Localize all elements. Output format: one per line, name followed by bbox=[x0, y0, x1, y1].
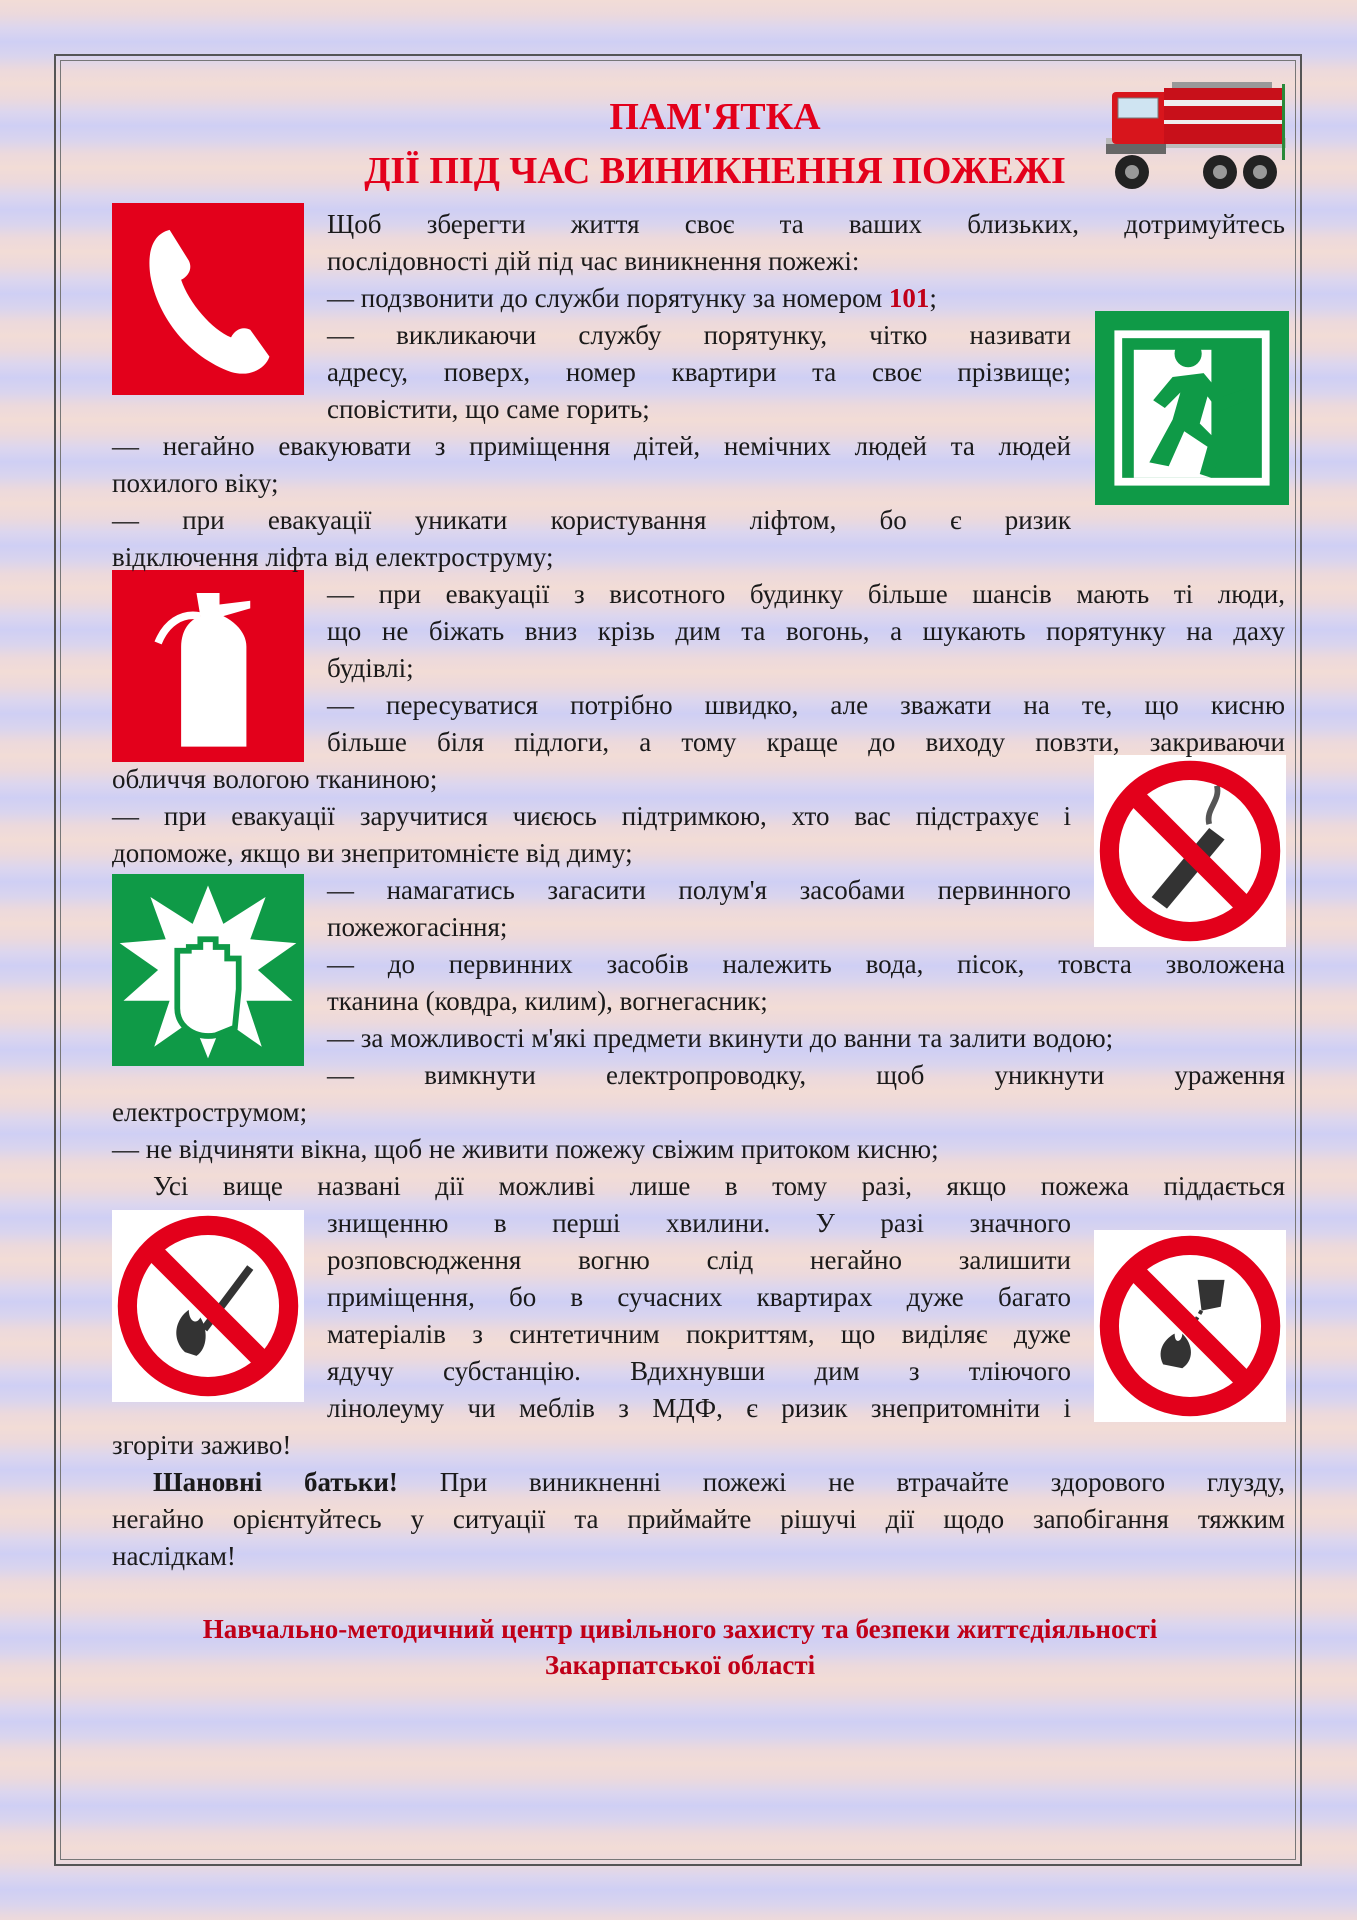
text-line: обличчя вологою тканиною; bbox=[112, 764, 438, 794]
page-subtitle: ДІЇ ПІД ЧАС ВИНИКНЕННЯ ПОЖЕЖІ bbox=[364, 150, 1066, 192]
fire-extinguisher-icon bbox=[112, 570, 304, 762]
text-line: Усі вище названі дії можливі лише в тому разі, якщо пожежа піддається bbox=[153, 1171, 1285, 1201]
no-smoking-icon bbox=[1094, 755, 1286, 947]
text-line: розповсюдження вогню слід негайно залишити bbox=[327, 1245, 1071, 1275]
emergency-exit-icon bbox=[1095, 311, 1289, 505]
text-line: більше біля підлоги, а тому краще до виходу повзти, закриваючи bbox=[327, 727, 1285, 757]
text-line: допоможе, якщо ви знепритомнієте від диму; bbox=[112, 838, 633, 868]
text-line bbox=[327, 280, 937, 317]
text-line: електрострумом; bbox=[112, 1097, 308, 1127]
text-span: — подзвонити до служби порятунку за номером bbox=[327, 283, 889, 313]
text-line: — при евакуації з висотного будинку більше шансів мають ті люди, bbox=[327, 579, 1285, 609]
page-title: ПАМ'ЯТКА bbox=[609, 96, 821, 138]
text-span: ; bbox=[929, 283, 937, 313]
text-line: відключення ліфта від електроструму; bbox=[112, 542, 554, 572]
text-line: лінолеуму чи меблів з МДФ, є ризик знепритомніти і bbox=[327, 1393, 1071, 1423]
text-line: — до первинних засобів належить вода, пісок, товста зволожена bbox=[327, 949, 1285, 979]
phone-icon bbox=[112, 203, 304, 395]
text-line: приміщення, бо в сучасних квартирах дуже багато bbox=[327, 1282, 1071, 1312]
text-span: При виникненні пожежі не втрачайте здорового глузду, bbox=[397, 1467, 1285, 1497]
fire-truck-icon bbox=[1102, 80, 1292, 198]
text-line: негайно орієнтуйтесь у ситуації та приймайте рішучі дії щодо запобігання тяжким bbox=[112, 1504, 1285, 1534]
text-line: що не біжать вниз крізь дим та вогонь, а шукають порятунку на даху bbox=[327, 616, 1285, 646]
text-line: матеріалів з синтетичним покриттям, що виділяє дуже bbox=[327, 1319, 1071, 1349]
text-line: ядучу субстанцію. Вдихнувши дим з тліючого bbox=[327, 1356, 1071, 1386]
text-line: — пересуватися потрібно швидко, але зважати на те, що кисню bbox=[327, 690, 1285, 720]
text-line: — при евакуації заручитися чиєюсь підтримкою, хто вас підстрахує і bbox=[112, 801, 1071, 831]
text-line: — намагатись загасити полум'я засобами первинного bbox=[327, 875, 1071, 905]
text-line: згоріти заживо! bbox=[112, 1430, 292, 1460]
text-line: — за можливості м'які предмети вкинути до ванни та залити водою; bbox=[327, 1023, 1114, 1053]
text-line: наслідкам! bbox=[112, 1541, 236, 1571]
no-water-extinguish-icon bbox=[1094, 1230, 1286, 1422]
text-line: пожежогасіння; bbox=[327, 912, 508, 942]
footer-region: Закарпатської області bbox=[544, 1650, 816, 1680]
text-line: — не відчиняти вікна, щоб не живити пожежу свіжим притоком кисню; bbox=[112, 1134, 939, 1164]
text-line: будівлі; bbox=[327, 653, 414, 683]
text-line: — вимкнути електропроводку, щоб уникнути ураження bbox=[327, 1060, 1285, 1090]
text-line: знищенню в перші хвилини. У разі значного bbox=[327, 1208, 1071, 1238]
text-line: адресу, поверх, номер квартири та своє прізвище; bbox=[327, 357, 1071, 387]
text-line: — викликаючи службу порятунку, чітко називати bbox=[327, 320, 1071, 350]
parents-address: Шановні батьки! bbox=[153, 1467, 398, 1497]
text-line: — негайно евакуювати з приміщення дітей, немічних людей та людей bbox=[112, 431, 1071, 461]
text-line: Щоб зберегти життя своє та ваших близьких, дотримуйтесь bbox=[327, 209, 1285, 239]
footer-organization: Навчально-методичний центр цивільного захисту та безпеки життєдіяльності bbox=[202, 1614, 1158, 1644]
text-line: — при евакуації уникати користування ліфтом, бо є ризик bbox=[112, 505, 1071, 535]
text-line: сповістити, що саме горить; bbox=[327, 394, 650, 424]
text-line: тканина (ковдра, килим), вогнегасник; bbox=[327, 986, 768, 1016]
emergency-number: 101 bbox=[888, 283, 930, 313]
text-line: похилого віку; bbox=[112, 468, 279, 498]
text-line bbox=[153, 1464, 1285, 1501]
no-open-flame-icon bbox=[112, 1210, 304, 1402]
break-glass-alarm-icon bbox=[112, 874, 304, 1066]
text-line: послідовності дій під час виникнення пожежі: bbox=[327, 246, 860, 276]
